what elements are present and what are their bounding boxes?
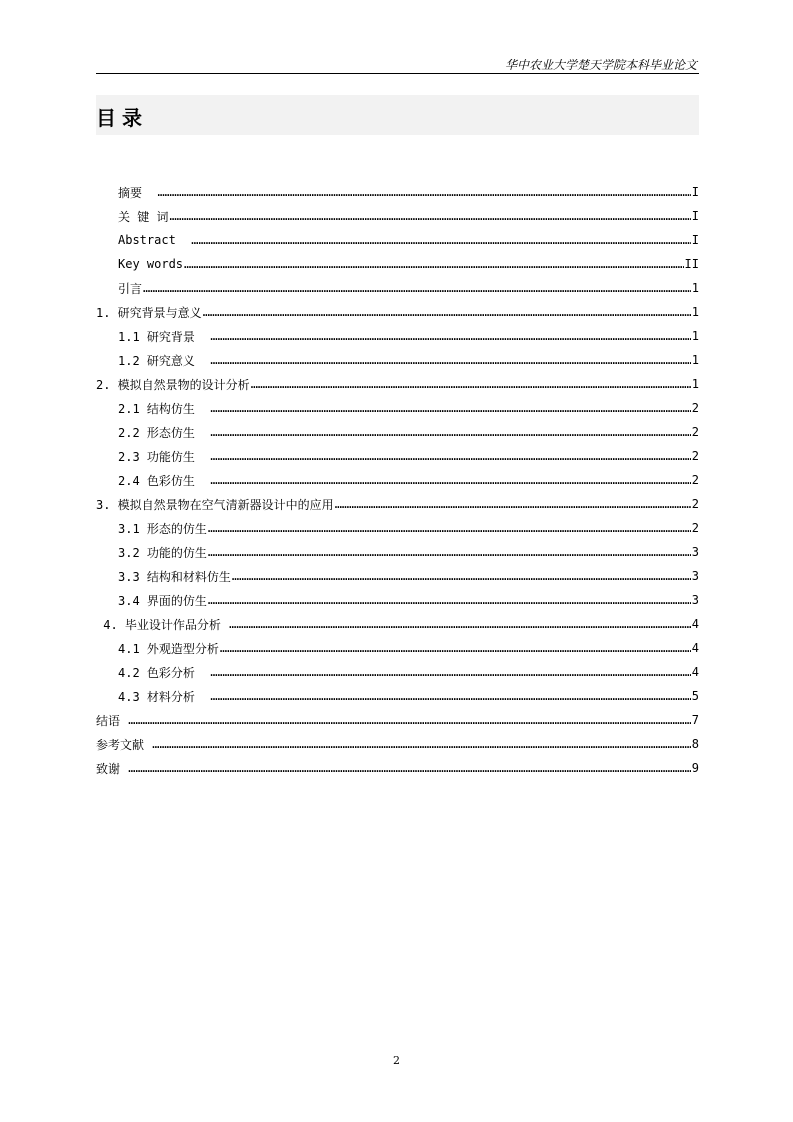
toc-leader-dots bbox=[128, 762, 691, 774]
title-band bbox=[96, 95, 699, 135]
toc-leader-dots bbox=[210, 450, 690, 462]
toc-entry-page: 3 bbox=[691, 569, 699, 583]
toc-leader-dots bbox=[143, 282, 691, 294]
toc-leader-dots bbox=[210, 666, 690, 678]
toc-entry[interactable] bbox=[96, 396, 699, 420]
toc-entry[interactable] bbox=[96, 252, 699, 276]
toc-entry[interactable] bbox=[96, 708, 699, 732]
toc-entry-label: 3.1 形态的仿生 bbox=[118, 521, 207, 536]
toc-entry-page: 7 bbox=[691, 713, 699, 727]
toc-entry-page: 2 bbox=[691, 401, 699, 415]
toc-entry-label: Abstract bbox=[118, 233, 191, 247]
toc-entry[interactable] bbox=[96, 636, 699, 660]
toc-entry-page: 4 bbox=[691, 617, 699, 631]
toc-entry-page: 1 bbox=[691, 329, 699, 343]
toc-entry-page: II bbox=[684, 257, 699, 271]
toc-leader-dots bbox=[157, 186, 690, 198]
toc-entry-label: 3.4 界面的仿生 bbox=[118, 593, 207, 608]
toc-leader-dots bbox=[210, 402, 690, 414]
toc-entry-label: 结语 bbox=[96, 713, 128, 728]
toc-entry[interactable] bbox=[96, 300, 699, 324]
toc-entry[interactable] bbox=[96, 348, 699, 372]
toc-leader-dots bbox=[208, 522, 691, 534]
toc-entry-page: 8 bbox=[691, 737, 699, 751]
toc-entry-label: Key words bbox=[118, 257, 184, 271]
toc-leader-dots bbox=[152, 738, 691, 750]
toc-entry-label: 关 键 词 bbox=[118, 209, 169, 224]
toc-entry-label: 2.4 色彩仿生 bbox=[118, 473, 210, 488]
toc-entry-page: 1 bbox=[691, 377, 699, 391]
toc-leader-dots bbox=[208, 594, 691, 606]
toc-leader-dots bbox=[210, 354, 690, 366]
toc-entry[interactable] bbox=[96, 420, 699, 444]
toc-entry-page: 4 bbox=[691, 641, 699, 655]
toc-entry-page: 5 bbox=[691, 689, 699, 703]
toc-entry-page: 2 bbox=[691, 449, 699, 463]
toc-entry-label: 4. 毕业设计作品分析 bbox=[96, 617, 229, 632]
toc-entry-label: 2.3 功能仿生 bbox=[118, 449, 210, 464]
toc-entry-page: 1 bbox=[691, 281, 699, 295]
toc-entry[interactable] bbox=[96, 204, 699, 228]
page-title: 目录 bbox=[96, 106, 148, 130]
toc-entry[interactable] bbox=[96, 588, 699, 612]
toc-leader-dots bbox=[184, 258, 684, 270]
toc-leader-dots bbox=[128, 714, 691, 726]
toc-leader-dots bbox=[210, 690, 690, 702]
toc-entry[interactable] bbox=[96, 516, 699, 540]
toc-entry-label: 3. 模拟自然景物在空气清新器设计中的应用 bbox=[96, 497, 334, 512]
toc-entry-page: I bbox=[691, 233, 699, 247]
toc-entry-page: 1 bbox=[691, 353, 699, 367]
toc-entry-page: I bbox=[691, 209, 699, 223]
toc-entry-page: I bbox=[691, 185, 699, 199]
toc-entry[interactable] bbox=[96, 540, 699, 564]
toc-entry-label: 参考文献 bbox=[96, 737, 152, 752]
toc-entry-label: 4.1 外观造型分析 bbox=[118, 641, 219, 656]
toc-entry-label: 3.3 结构和材料仿生 bbox=[118, 569, 231, 584]
toc-entry-page: 2 bbox=[691, 497, 699, 511]
toc-entry-page: 1 bbox=[691, 305, 699, 319]
toc-entry-page: 9 bbox=[691, 761, 699, 775]
toc-entry-page: 2 bbox=[691, 473, 699, 487]
header-rule bbox=[96, 73, 699, 74]
table-of-contents bbox=[96, 180, 699, 780]
toc-leader-dots bbox=[203, 306, 691, 318]
toc-entry[interactable] bbox=[96, 228, 699, 252]
toc-entry-page: 3 bbox=[691, 593, 699, 607]
toc-leader-dots bbox=[210, 474, 690, 486]
toc-entry-label: 致谢 bbox=[96, 761, 128, 776]
toc-entry-page: 4 bbox=[691, 665, 699, 679]
toc-entry[interactable] bbox=[96, 372, 699, 396]
toc-entry-page: 3 bbox=[691, 545, 699, 559]
toc-entry[interactable] bbox=[96, 732, 699, 756]
toc-entry[interactable] bbox=[96, 492, 699, 516]
toc-entry-label: 1. 研究背景与意义 bbox=[96, 305, 202, 320]
toc-entry-label: 2. 模拟自然景物的设计分析 bbox=[96, 377, 250, 392]
toc-entry-label: 2.2 形态仿生 bbox=[118, 425, 210, 440]
toc-leader-dots bbox=[191, 234, 691, 246]
toc-leader-dots bbox=[208, 546, 691, 558]
toc-entry[interactable] bbox=[96, 444, 699, 468]
toc-entry-page: 2 bbox=[691, 521, 699, 535]
toc-entry[interactable] bbox=[96, 756, 699, 780]
toc-entry-label: 4.3 材料分析 bbox=[118, 689, 210, 704]
toc-leader-dots bbox=[229, 618, 691, 630]
toc-entry-label: 4.2 色彩分析 bbox=[118, 665, 210, 680]
toc-entry[interactable] bbox=[96, 276, 699, 300]
toc-entry[interactable] bbox=[96, 324, 699, 348]
toc-leader-dots bbox=[220, 642, 691, 654]
toc-entry-label: 引言 bbox=[118, 281, 143, 296]
toc-entry-label: 2.1 结构仿生 bbox=[118, 401, 210, 416]
toc-entry[interactable] bbox=[96, 180, 699, 204]
toc-entry[interactable] bbox=[96, 660, 699, 684]
toc-entry-label: 1.2 研究意义 bbox=[118, 353, 210, 368]
toc-entry-label: 1.1 研究背景 bbox=[118, 329, 210, 344]
toc-entry-label: 3.2 功能的仿生 bbox=[118, 545, 207, 560]
toc-entry-label: 摘要 bbox=[118, 185, 157, 200]
page-number: 2 bbox=[393, 1054, 400, 1067]
toc-leader-dots bbox=[232, 570, 691, 582]
toc-entry[interactable] bbox=[96, 684, 699, 708]
toc-entry[interactable] bbox=[96, 612, 699, 636]
toc-entry-page: 2 bbox=[691, 425, 699, 439]
running-header: 华中农业大学楚天学院本科毕业论文 bbox=[504, 58, 697, 72]
toc-leader-dots bbox=[169, 210, 690, 222]
toc-leader-dots bbox=[210, 330, 690, 342]
toc-leader-dots bbox=[251, 378, 691, 390]
toc-leader-dots bbox=[335, 498, 691, 510]
toc-leader-dots bbox=[210, 426, 690, 438]
toc-entry[interactable] bbox=[96, 564, 699, 588]
toc-entry[interactable] bbox=[96, 468, 699, 492]
